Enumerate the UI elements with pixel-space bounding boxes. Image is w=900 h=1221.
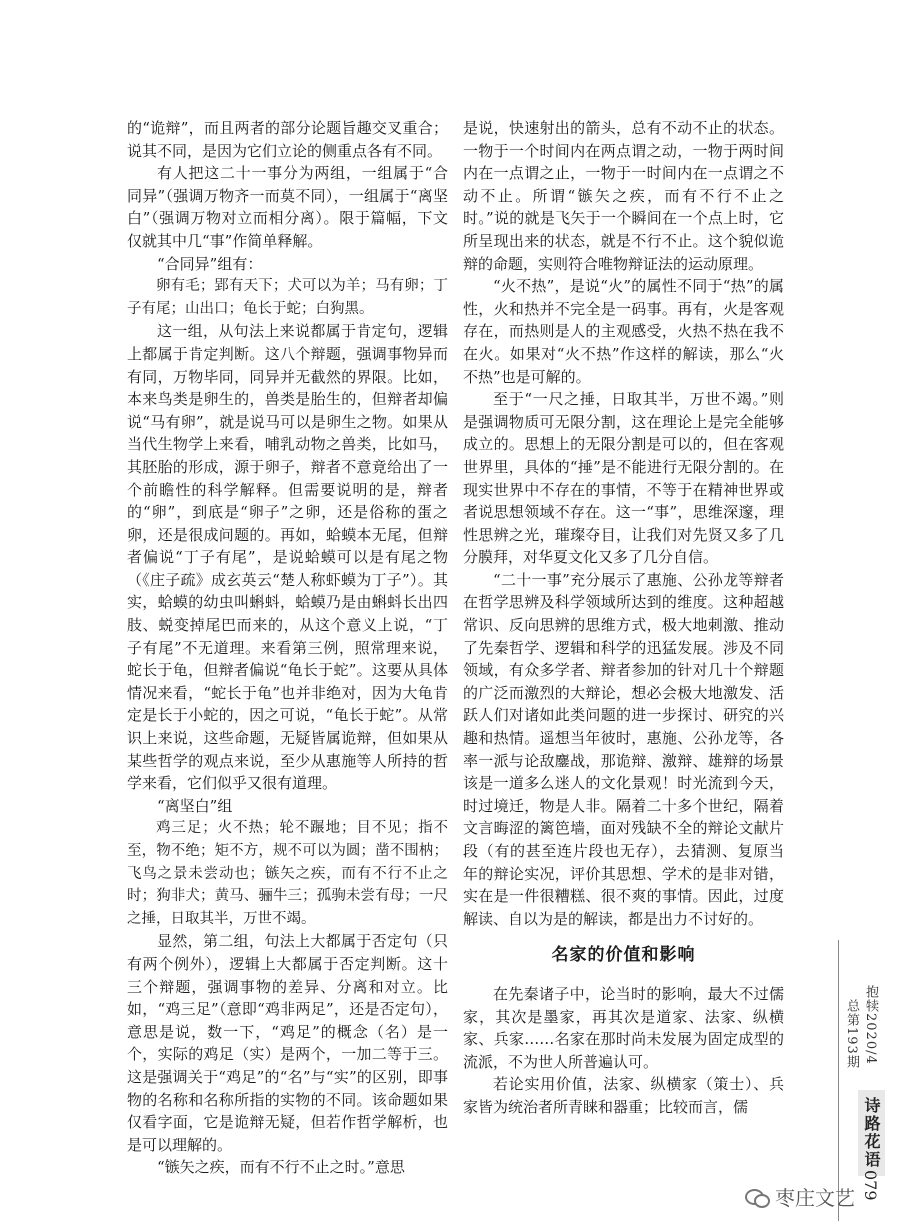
page-number: 079 xyxy=(861,1170,880,1201)
subheading-he-tong-yi: “合同异”组有： xyxy=(157,254,263,273)
journal-meta xyxy=(842,985,880,1069)
watermark-text: 枣庄文艺 xyxy=(775,1186,855,1210)
subheading-li-jian-bai: “离坚白”组 xyxy=(157,796,233,815)
section-tab: 诗路花语 xyxy=(858,1090,885,1176)
sidebar-divider xyxy=(838,940,839,1221)
propositions-list: 卵有毛；郢有天下；犬可以为羊；马有卵；丁子有尾；山出口；龟长于蛇；白狗黑。 xyxy=(127,278,448,317)
paragraph: “二十一事”充分展示了惠施、公孙龙等辩者在哲学思辨及科学领域所达到的维度。这种超越常识、反向思辨的思维方式，极大地刺激、推动了先秦哲学、逻辑和科学的迅猛发展。涉及不同领域，有众多学者、辩者参加的针对几十个辩题的广泛而激烈的大辩论，想必会极大地激发、活跃人们对诸如此类问题的进一步探讨、研究的兴趣和热情。遥想当年彼时，惠施、公孙龙等，各率一派与论敌鏖战，那诡辩、激辩、雄辩的场景该是一道多么迷人的文化景观！时光流到今天，时过境迁，物是人非。隔着二十多个世纪，隔着文言晦涩的篱笆墙，面对残缺不全的辩论文献片段（有的甚至连片段也无存），去猜测、复原当年的辩论实况，评价其思想、学术的是非对错，实在是一件很糟糕、很不爽的事情。因此，过度解读、自以为是的解读，都是出力不讨好的。 xyxy=(463,570,784,928)
paragraph: “镞矢之疾，而有不行不止之时。”意思 xyxy=(157,1158,405,1177)
right-column xyxy=(463,117,784,1119)
watermark xyxy=(745,1182,855,1211)
paragraph: 的“诡辩”，而且两者的部分论题旨趣交叉重合；说其不同，是因为它们立论的侧重点各有不同。 xyxy=(127,119,448,160)
paragraph: 有人把这二十一事分为两组，一组属于“合同异”（强调万物齐一而莫不同），一组属于“离坚白”（强调万物对立而相分离）。限于篇幅，下文仅就其中几“事”作简单释解。 xyxy=(127,164,448,250)
section-title: 名家的价值和影响 xyxy=(551,945,696,966)
paragraph: 显然，第二组，句法上大都属于否定句（只有两个例外），逻辑上大都属于否定判断。这十三个辩题，强调事物的差异、分离和对立。比如，“鸡三足”（意即“鸡非两足”，还是否定句），意思是说，数一下，“鸡足”的概念（名）是一个，实际的鸡足（实）是两个，一加二等于三。这是强调关于“鸡足”的“名”与“实”的区别，即事物的名称和名称所指的实物的不同。该命题如果仅看字面，它是诡辩无疑，但若作哲学解析，也是可以理解的。 xyxy=(127,932,448,1154)
journal-issue-date: 抱犊2020/4 xyxy=(863,985,878,1065)
paragraph: 是说，快速射出的箭头，总有不动不止的状态。一物于一个时间内在两点谓之动，一物于两时间内在一点谓之止，一物于一时间内在一点谓之不动不止。所谓“镞矢之疾，而有不行不止之时。”说的就是飞矢于一个瞬间在一个点上时，它所呈现出来的状态，就是不行不止。这个貌似诡辩的命题，实则符合唯物辩证法的运动原理。 xyxy=(463,119,784,273)
paragraph: 这一组，从句法上来说都属于肯定句，逻辑上都属于肯定判断。这八个辩题，强调事物异而有同，万物毕同，同异并无截然的界限。比如，本来鸟类是卵生的，兽类是胎生的，但辩者却偏说“马有卵”，就是说马可以是卵生之物。如果从当代生物学上来看，哺乳动物之兽类，比如马，其胚胎的形成，源于卵子，辩者不意竟给出了一个前瞻性的科学解释。但需要说明的是，辩者的“卵”，到底是“卵子”之卵，还是俗称的蛋之卵，还是很成问题的。再如，蛤蟆本无尾，但辩者偏说“丁子有尾”，是说蛤蟆可以是有尾之物（《庄子疏》成玄英云“楚人称虾蟆为丁子”）。其实，蛤蟆的幼虫叫蝌蚪，蛤蟆乃是由蝌蚪长出四肢、蜕变掉尾巴而来的，从这个意义上说，“丁子有尾”不无道理。来看第三例，照常理来说，蛇长于龟，但辩者偏说“龟长于蛇”。这要从具体情况来看，“蛇长于龟”也并非绝对，因为大龟肯定是长于小蛇的，因之可说，“龟长于蛇”。从常识上来说，这些命题，无疑皆属诡辩，但如果从某些哲学的观点来说，至少从惠施等人所持的哲学来看，它们似乎又很有道理。 xyxy=(127,322,448,793)
journal-issue-number: 总第193期 xyxy=(844,999,859,1069)
paragraph: 若论实用价值，法家、纵横家（策士）、兵家皆为统治者所青睐和器重；比较而言，儒 xyxy=(463,1075,784,1116)
left-column xyxy=(127,117,448,1179)
paragraph: 在先秦诸子中，论当时的影响，最大不过儒家，其次是墨家，再其次是道家、法家、纵横家、兵家……名家在那时尚未发展为固定成型的流派，不为世人所普遍认可。 xyxy=(463,984,784,1071)
paragraph: 至于“一尺之捶，日取其半，万世不竭。”则是强调物质可无限分割，这在理论上是完全能够成立的。思想上的无限分割是可以的，但在客观世界里，具体的“捶”是不能进行无限分割的。在现实世界中不存在的事情，不等于在精神世界或者说思想领域不存在。这一“事”，思维深邃，理性思辨之光，璀璨夺目，让我们对先贤又多了几分膜拜，对华夏文化又多了几分自信。 xyxy=(463,390,784,567)
paragraph: “火不热”，是说“火”的属性不同于“热”的属性，火和热并不完全是一码事。再有，火是客观存在，而热则是人的主观感受，火热不热在我不在火。如果对“火不热”作这样的解读，那么“火不热”也是可解的。 xyxy=(463,277,784,386)
wechat-icon xyxy=(745,1187,769,1207)
propositions-list: 鸡三足；火不热；轮不蹍地；目不见；指不至，物不绝；矩不方，规不可以为圆；凿不围枘；飞鸟之景未尝动也；镞矢之疾，而有不行不止之时；狗非犬；黄马、骊牛三；孤驹未尝有母；一尺之捶，日取其半，万世不竭。 xyxy=(127,820,448,927)
